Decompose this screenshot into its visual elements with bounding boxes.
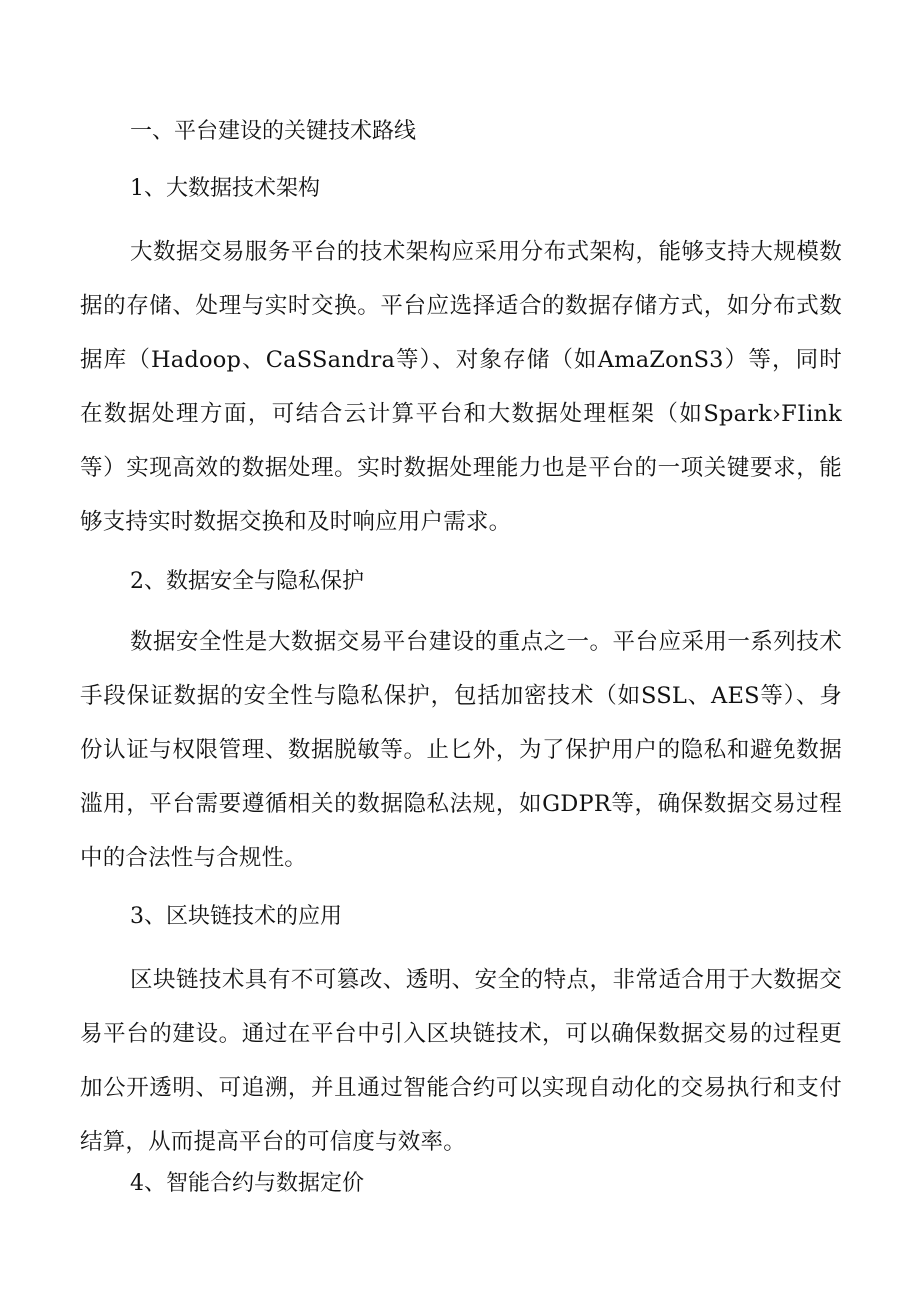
subsection-heading-blockchain: 3、区块链技术的应用: [130, 904, 342, 929]
subsection-heading-smart-contract: 4、智能合约与数据定价: [130, 1171, 364, 1196]
subsection-heading-security: 2、数据安全与隐私保护: [130, 569, 364, 594]
section-title: 一、平台建设的关键技术路线: [130, 119, 417, 144]
paragraph-architecture: 大数据交易服务平台的技术架构应采用分布式架构，能够支持大规模数据的存储、处理与实时交换。平台应选择适合的数据存储方式，如分布式数据库（Hadoop、CaSSandra等）、对象存储（如AmaZonS3）等，同时在数据处理方面，可结合云计算平台和大数据处理框架（如Spark›FIink等）实现高效的数据处理。实时数据处理能力也是平台的一项关键要求，能够支持实时数据交换和及时响应用户需求。: [80, 239, 842, 535]
paragraph-blockchain: 区块链技术具有不可篡改、透明、安全的特点，非常适合用于大数据交易平台的建设。通过在平台中引入区块链技术，可以确保数据交易的过程更加公开透明、可追溯，并且通过智能合约可以实现自动化的交易执行和支付结算，从而提高平台的可信度与效率。: [80, 967, 842, 1155]
subsection-heading-architecture: 1、大数据技术架构: [130, 176, 320, 201]
paragraph-security: 数据安全性是大数据交易平台建设的重点之一。平台应采用一系列技术手段保证数据的安全性与隐私保护，包括加密技术（如SSL、AES等）、身份认证与权限管理、数据脱敏等。止匕外，为了保护用户的隐私和避免数据滥用，平台需要遵循相关的数据隐私法规，如GDPR等，确保数据交易过程中的合法性与合规性。: [80, 629, 842, 871]
